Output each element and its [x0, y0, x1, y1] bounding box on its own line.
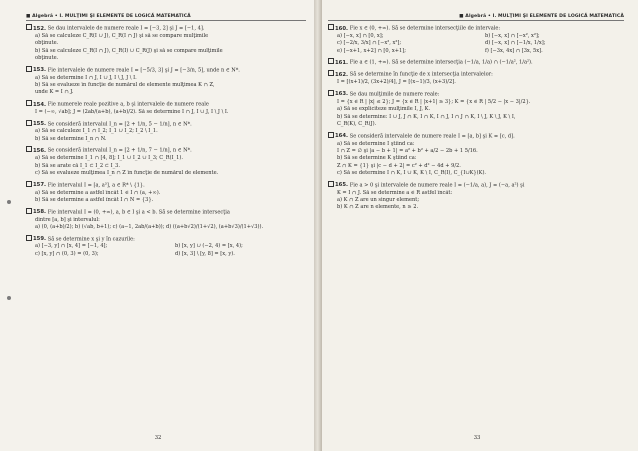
problem-line	[26, 48, 306, 55]
page-header: ■ Algebră • I. MULŢIMI ŞI ELEMENTE DE LOGICĂ MATEMATICĂ	[328, 14, 624, 21]
problem-text: Se consideră intervalul I_n = [2 + 1/n, 7 − 1/n], n ∈ N*.	[47, 147, 192, 154]
problem-line	[26, 82, 306, 89]
problem-text: a) Să se determine I ∩ J, I ∪ J, I \ J, J \ I.	[35, 74, 137, 81]
problem-line	[26, 24, 306, 33]
problem-154	[26, 100, 306, 116]
problem-155	[26, 120, 306, 144]
problem-line	[26, 181, 306, 190]
subitem: b) [x, y] ∪ (−2, 4) = [x, 4);	[175, 243, 243, 250]
right-page	[316, 0, 638, 451]
subitem: d) [x, 3] \ [y, 8] = [x, y).	[175, 250, 235, 257]
subitem: b) [−x, x] ∩ [−x², x²];	[485, 32, 540, 39]
problem-line	[328, 114, 624, 121]
problem-number: 155.	[26, 121, 46, 127]
problem-line	[328, 141, 624, 148]
problem-text: b) Să se determine I_n ∩ N.	[35, 135, 107, 142]
problem-text: Să se determine x şi y în cazurile:	[47, 236, 135, 243]
problem-text: I = (−∞, √ab]; J = (2ab/(a+b), (a+b)/2). Să se determine I ∩ J, I ∪ J, I \ J \ I.	[35, 108, 229, 115]
problem-text: I = {x ∈ R | |x| ≤ 2}; J = {x ∈ R | |x+1| ≥ 3}; K = {x ∈ R | 5/2 − |x − 3|/2}.	[337, 98, 531, 105]
problem-line	[328, 90, 624, 99]
problem-text: a) (0, (a+b)/2); b) (√ab, b+1); c) (a−1, 2ab/(a+b)); d) ((a+b√2)/(1+√2), (a+b√3)/(1+√3)).	[35, 223, 264, 230]
problem-text: a) Să se determine I ştiind ca:	[337, 140, 415, 147]
subitem: e) [−x+1, x+2] ∩ [0, x+1];	[337, 47, 406, 54]
problem-number: 153.	[26, 67, 46, 73]
problem-158	[26, 208, 306, 232]
problem-text: K = I ∩ J. Să se determine a ∈ R astfel încât:	[337, 189, 453, 196]
problem-text: Fie numerele reale pozitive a, b şi intervalele de numere reale	[47, 101, 209, 108]
subitem: f) [−3x, 4x] ∩ [3x, 5x].	[485, 47, 543, 54]
problem-text: Fie intervalul I = [a, a³], a ∈ R* \ {1}.	[47, 182, 145, 189]
problem-number: 152.	[26, 26, 46, 32]
problem-text: b) Să se arate că I_1 ⊂ I_2 ⊂ I_3.	[35, 162, 120, 169]
problem-number: 159.	[26, 236, 46, 242]
problem-number: 158.	[26, 209, 46, 215]
problem-text: obţinute.	[35, 55, 59, 62]
subitem-row	[26, 243, 306, 250]
problem-text: a) Să se determine a astfel încât 1 ∈ I ∩ (a, +∞).	[35, 189, 161, 196]
subitem: c) [x, y] ∩ (0, 3) = (0, 3);	[35, 250, 99, 257]
problem-list	[328, 24, 624, 212]
problem-line	[26, 170, 306, 177]
book-spine	[314, 0, 322, 451]
problem-text: b) Să se evalueze în funcţie de numărul de elemente mulţimea K ∩ Z,	[35, 82, 215, 89]
problem-text: Fie intervalul I = (0, +∞), a, b ∈ I şi a < b. Să se determine intersecţia	[47, 209, 230, 216]
problem-line	[26, 235, 306, 244]
problem-line	[328, 99, 624, 106]
problem-163	[328, 90, 624, 129]
problem-number: 162.	[328, 72, 348, 78]
problem-line	[26, 208, 306, 217]
problem-line	[328, 163, 624, 170]
problem-line	[26, 128, 306, 135]
problem-text: a) K ∩ Z are un singur element;	[337, 197, 420, 204]
problem-text: c) Să se evalueze mulţimea I_n ∩ Z în funcţie de numărul de elemente.	[35, 170, 219, 177]
problem-165	[328, 181, 624, 212]
problem-line	[328, 58, 624, 67]
problem-line	[26, 136, 306, 143]
problem-line	[26, 224, 306, 231]
problem-number: 157.	[26, 182, 46, 188]
problem-text: b) Să se determine a astfel încât I ∩ N = {3}.	[35, 197, 154, 204]
problem-text: b) K ∩ Z are n elemente, n ≥ 2.	[337, 204, 419, 211]
problem-line	[26, 217, 306, 224]
subitem: a) [−3, y] ∩ [x, 4] = [−1, 4];	[35, 243, 108, 250]
problem-line	[26, 120, 306, 129]
problem-text: a) Să se calculeze I_1 ∩ I_2; I_1 ∪ I_2; I_2 \ I_1.	[35, 128, 158, 135]
problem-line	[328, 132, 624, 141]
problem-text: Fie a > 0 şi intervalele de numere reale I = (−1/a, a), J = (−a, a²) şi	[349, 182, 525, 189]
problem-text: a) Să se calculeze C_R(I ∪ J), C_R(I ∩ J) şi să se compare mulţimile	[35, 32, 209, 39]
subitem: c) [−2/x, 3/x] ∩ [−x², x²];	[337, 40, 402, 47]
problem-line	[328, 148, 624, 155]
problem-line	[328, 106, 624, 113]
problem-line	[328, 79, 624, 86]
problem-number: 164.	[328, 133, 348, 139]
problem-text: Fie a ∈ (1, +∞). Să se determine intersecţia (−1/a, 1/a) ∩ (−1/a², 1/a²).	[349, 59, 533, 66]
problem-line	[26, 163, 306, 170]
problem-line	[26, 197, 306, 204]
problem-number: 161.	[328, 60, 348, 66]
page-number: 32	[154, 435, 162, 441]
problem-text: Se dau mulţimile de numere reale:	[349, 91, 440, 98]
problem-line	[328, 155, 624, 162]
problem-text: Z ∩ K = {1} şi |c − d + 2| = c² + d² − 4d + 9/2.	[337, 162, 461, 169]
problem-156	[26, 146, 306, 177]
problem-line	[26, 33, 306, 40]
problem-line	[26, 66, 306, 75]
problem-157	[26, 181, 306, 205]
problem-152	[26, 24, 306, 63]
page-number: 33	[473, 435, 481, 441]
problem-text: b) Să se calculeze C_R(I ∩ J), C_R(I) ∪ C_R(J) şi să se compare mulţimile	[35, 47, 223, 54]
problem-text: Fie intervalele de numere reale I = [−5/3, 3] şi J = [−3/n, 5], unde n ∈ N*.	[47, 67, 240, 74]
problem-162	[328, 70, 624, 86]
problem-164	[328, 132, 624, 178]
problem-line	[328, 121, 624, 128]
problem-161	[328, 58, 624, 67]
problem-line	[328, 204, 624, 211]
problem-number: 160.	[328, 26, 348, 32]
problem-line	[26, 55, 306, 62]
problem-text: b) Să se determine: I ∪ J, J ∩ K, I ∩ K, I ∩ J, I ∩ J ∩ K, I \ J, K \ J, K \ I,	[337, 113, 516, 120]
problem-text: Se consideră intervalele de numere reale I = [a, b] şi K = [c, d].	[349, 133, 515, 140]
problem-line	[26, 155, 306, 162]
left-page	[0, 0, 316, 451]
problem-text: Se consideră intervalul I_n = [2 + 1/n, 5 − 1/n], n ∈ N*.	[47, 121, 192, 128]
problem-153	[26, 66, 306, 97]
subitem: a) [−x, x] ∩ [0, x];	[337, 32, 384, 39]
binding-hole	[7, 296, 11, 300]
problem-line	[26, 190, 306, 197]
subitem-row	[26, 251, 306, 258]
subitem-row	[328, 48, 624, 55]
problem-line	[328, 170, 624, 177]
subitem: d) [−x, x] ∩ [−1/x, 1/x];	[485, 40, 546, 47]
subitem-row	[328, 33, 624, 40]
problem-text: unde K = I ∩ J.	[35, 89, 74, 96]
problem-line	[328, 197, 624, 204]
problem-line	[26, 89, 306, 96]
problem-text: Să se determine în funcţie de x intersecţia intervalelor:	[349, 71, 493, 78]
problem-number: 154.	[26, 102, 46, 108]
problem-number: 165.	[328, 182, 348, 188]
problem-line	[328, 24, 624, 33]
problem-line	[26, 40, 306, 47]
problem-number: 156.	[26, 148, 46, 154]
problem-line	[26, 75, 306, 82]
problem-text: c) Să se determine I ∩ K, I ∪ K, K \ I, C_R(I), C_{I∪K}(K).	[337, 170, 487, 177]
problem-line	[328, 70, 624, 79]
problem-line	[26, 109, 306, 116]
problem-text: obţinute.	[35, 40, 59, 47]
problem-line	[328, 190, 624, 197]
subitem-row	[328, 40, 624, 47]
problem-text: I ∩ Z = ∅ şi |a − b + 1| = a² + b² + a/2 − 2b + 1 5/16.	[337, 147, 478, 154]
problem-text: b) Să se determine K ştiind ca:	[337, 155, 417, 162]
page-header: ■ Algebră • I. MULŢIMI ŞI ELEMENTE DE LOGICĂ MATEMATICĂ	[26, 14, 306, 21]
problem-line	[26, 100, 306, 109]
problem-160	[328, 24, 624, 55]
problem-text: a) Să se expliciteze mulţimile I, J, K.	[337, 106, 431, 113]
problem-text: Se dau intervalele de numere reale I = [−3, 2] şi J = [−1, 4].	[47, 25, 205, 32]
problem-text: C_R(K), C_R(J).	[337, 121, 377, 128]
binding-hole	[7, 200, 11, 204]
problem-159	[26, 235, 306, 259]
problem-text: Fie x ∈ (0, +∞). Să se determine intersecţiile de intervale:	[349, 25, 501, 32]
problem-text: a) Să se determine I_1 ∩ [4, 8]; I_1 ∪ I_2 ∪ I_3; C_R(I_1).	[35, 155, 183, 162]
problem-line	[26, 146, 306, 155]
problem-text: dintre [a, b] şi intervalul:	[35, 216, 100, 223]
problem-number: 163.	[328, 91, 348, 97]
problem-list	[26, 24, 306, 258]
problem-text: I = [(x+1)/2, (3x+2)/4], J = [(x−1)/3, (x+3)/2].	[337, 79, 456, 86]
problem-line	[328, 181, 624, 190]
